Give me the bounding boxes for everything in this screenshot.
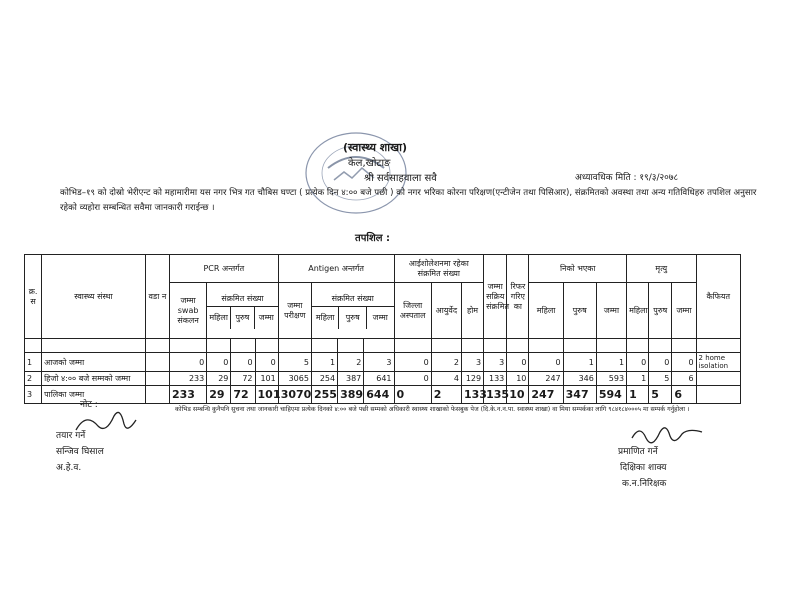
certified-name: दिक्षिका शाक्य (620, 463, 667, 473)
details-subheading: तपशिल : (355, 233, 391, 244)
intro-paragraph: कोभिड–१९ को दोस्रो भेरीएन्ट को महामारीमा यस नगर भित्र गत चौबिस घण्टा ( प्रत्येक दिन ४:०० बजे पछी ) को नगर भरिका कोरना परिक्षण(एन्टीजेन तथा पिसिआर), संक्रमितको अवस्था तथा अन्य गतिविधिहरु तपशिल अनुसार रहेको व्यहोरा सम्बन्धित सवैमा जानकारी गराईन्छ । (60, 188, 757, 213)
table-row: 2 हिजो ४:०० बजे सम्मको जम्मा 233 29 72 101 3065 254 387 641 0 4 129 133 10 247 346 593 1 5 6 (25, 372, 741, 386)
col-group-isolation: आईशोलेशनमा रहेका संक्रमित संख्या (394, 255, 484, 283)
row-label: पालिका जम्मा (42, 386, 146, 404)
pcr-male-label: पुरुष (231, 307, 255, 329)
col-district-hospital: जिल्ला अस्पताल (394, 283, 431, 339)
row-label: आजको जम्मा (42, 353, 146, 372)
antigen-infected-label: संक्रमित संख्या (312, 292, 394, 307)
col-death-female: महिला (627, 283, 649, 339)
note-label: नोट : (80, 400, 98, 410)
col-group-death: मृत्यु (627, 255, 696, 283)
col-group-recovered: निको भएका (529, 255, 627, 283)
prepared-by-block (40, 408, 160, 473)
antigen-total-label: जम्मा (372, 313, 388, 322)
table-row: 1 आजको जम्मा 0 0 0 0 5 1 2 3 0 2 3 3 0 0 1 1 0 0 0 2 home isolation (25, 353, 741, 372)
col-total-active: जम्मा सक्रिय संक्रमित (484, 255, 507, 339)
col-group-antigen: Antigen अन्तर्गत (278, 255, 394, 283)
row-label: हिजो ४:०० बजे सम्मको जम्मा (42, 372, 146, 386)
covid-status-table (24, 254, 741, 404)
col-pcr-swab: जम्मा swab संकलन (169, 283, 206, 339)
certified-role: प्रमाणित गर्ने (618, 447, 658, 457)
col-recovered-female: महिला (529, 283, 563, 339)
col-death-male: पुरुष (649, 283, 672, 339)
col-recovered-total: जम्मा (596, 283, 626, 339)
col-recovered-male: पुरुष (563, 283, 596, 339)
pcr-female-label: महिला (207, 307, 231, 329)
prepared-role: तयार गर्ने (56, 431, 86, 441)
section-heading: (स्वास्थ्य शाखा) (343, 141, 407, 154)
pcr-infected-label: संक्रमित संख्या (207, 292, 278, 307)
certified-by-block (600, 420, 730, 490)
prepared-title: अ.हे.व. (56, 463, 82, 473)
updated-date: अध्यावधिक मिति : १९/३/२०७८ (575, 173, 679, 183)
prepared-name: सन्जिव घिसाल (56, 447, 104, 457)
antigen-female-label: महिला (312, 307, 340, 329)
antigen-male-label: पुरुष (339, 307, 367, 329)
col-group-pcr: PCR अन्तर्गत (169, 255, 278, 283)
office-location: केल,खोटाङ (348, 158, 391, 169)
addressee-line: श्री सर्वसाहवाला सवै (364, 173, 437, 184)
remarks-cell (696, 386, 740, 404)
col-sn: क्र. स (25, 255, 42, 339)
col-remarks: कैफियत (696, 255, 740, 339)
pcr-total-label: जम्मा (258, 313, 274, 322)
col-referred: रिफर गरिए का (507, 255, 529, 339)
col-antigen-tested: जम्मा परीक्षण (278, 283, 311, 339)
col-death-total: जम्मा (672, 283, 696, 339)
col-antigen-infected (311, 283, 394, 339)
col-institution: स्वास्थ्य संस्था (42, 255, 146, 339)
col-ayurveda: आयुर्वेद (431, 283, 461, 339)
col-ward: वडा न (145, 255, 169, 339)
col-home: होम (461, 283, 483, 339)
table-row-total: 3 पालिका जम्मा 233 29 72 101 3070 255 389 644 0 2 133 135 10 247 347 594 1 5 6 (25, 386, 741, 404)
remarks-cell: 2 home isolation (696, 353, 740, 372)
footnote: कोभिड सम्बन्धि कुनैपनि सुचना तथा जानकारी चाहिएमा प्रत्येक दिनको ४:०० बजे पछी सम्मको अधिकारी स्वास्थ्य शाखाको फेसबुक पेज (दि.के.न.न.पा. स्वास्थ्य शाखा) वा मिया सम्पर्कका लागि ९८४१८४०००५ मा सम्पर्क गर्नुहोला । (175, 406, 690, 413)
remarks-cell (696, 372, 740, 386)
col-pcr-infected (207, 283, 279, 339)
certified-title: क.न.निरिक्षक (622, 479, 667, 489)
